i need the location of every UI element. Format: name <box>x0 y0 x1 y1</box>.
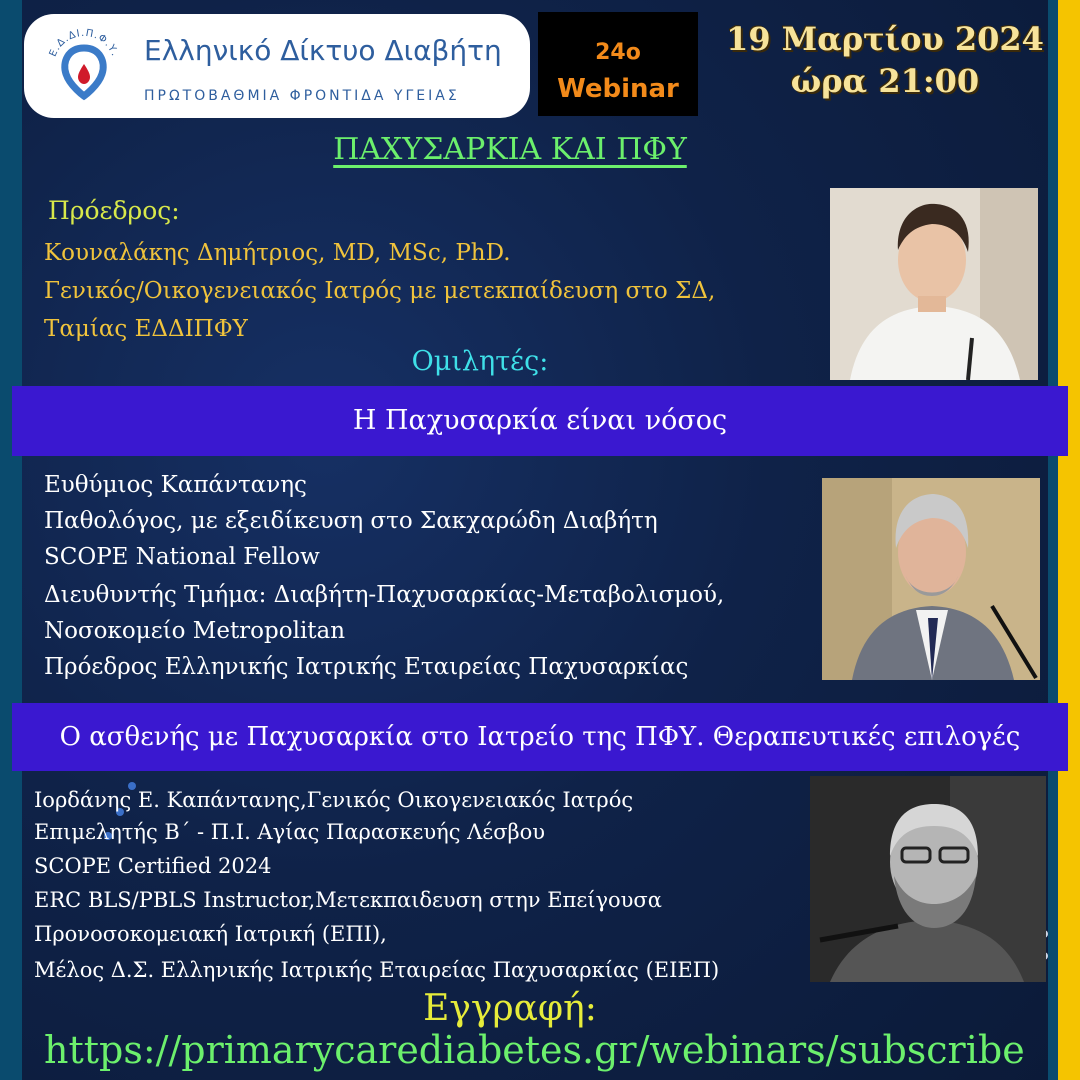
webinar-badge <box>538 12 698 116</box>
talk2-speaker-line: Προνοσοκομειακή Ιατρική (ΕΠΙ), <box>34 922 387 946</box>
organization-logo <box>24 14 530 118</box>
webinar-label: Webinar <box>557 74 679 104</box>
speaker1-photo <box>822 478 1040 680</box>
talk2-speaker-line: ERC BLS/PBLS Instructor,Μετεκπαιδευση στην Επείγουσα <box>34 888 662 912</box>
talk1-speaker-line: SCOPE National Fellow <box>44 544 320 570</box>
registration-link[interactable]: https://primarycarediabetes.gr/webinars/subscribe <box>44 1028 1025 1072</box>
talk1-speaker-line: Νοσοκομείο Metropolitan <box>44 618 346 644</box>
webinar-number: 24ο <box>595 40 641 65</box>
talk2-speaker-line: SCOPE Certified 2024 <box>34 854 272 878</box>
speakers-label: Ομιλητές: <box>411 346 549 377</box>
right-yellow-stripe <box>1056 0 1080 1080</box>
chair-line: Ταμίας ΕΔΔΙΠΦΥ <box>44 316 248 342</box>
logo-title: Ελληνικό Δίκτυο Διαβήτη <box>144 34 502 67</box>
network-logo-icon <box>42 24 126 108</box>
talk2-speaker-line: Επιμελητής Β΄ - Π.Ι. Αγίας Παρασκευής Λέσβου <box>34 820 546 844</box>
talk2-speaker-line: Μέλος Δ.Σ. Ελληνικής Ιατρικής Εταιρείας Παχυσαρκίας (ΕΙΕΠ) <box>34 958 720 982</box>
talk1-speaker-line: Πρόεδρος Ελληνικής Ιατρικής Εταιρείας Παχυσαρκίας <box>44 654 689 680</box>
talk2-title-banner: Ο ασθενής με Παχυσαρκία στο Ιατρείο της ΠΦΥ. Θεραπευτικές επιλογές <box>12 703 1068 771</box>
chair-line: Γενικός/Οικογενειακός Ιατρός με μετεκπαίδευση στο ΣΔ, <box>44 278 716 304</box>
chair-line: Κουναλάκης Δημήτριος, MD, MSc, PhD. <box>44 240 511 266</box>
page-title: ΠΑΧΥΣΑΡΚΙΑ ΚΑΙ ΠΦΥ <box>333 132 687 167</box>
event-time: ώρα 21:00 <box>790 62 980 100</box>
talk1-title-banner: Η Παχυσαρκία είναι νόσος <box>12 386 1068 456</box>
event-date: 19 Μαρτίου 2024 <box>726 20 1044 58</box>
talk1-speaker-line: Παθολόγος, με εξειδίκευση στο Σακχαρώδη Διαβήτη <box>44 508 658 534</box>
speaker2-photo <box>810 776 1046 982</box>
registration-label: Εγγραφή: <box>423 988 597 1029</box>
talk2-speaker-line: Ιορδάνης Ε. Καπάντανης,Γενικός Οικογενειακός Ιατρός <box>34 788 634 812</box>
talk1-speaker-line: Διευθυντής Τμήμα: Διαβήτη-Παχυσαρκίας-Μεταβολισμού, <box>44 582 725 608</box>
talk1-speaker-line: Ευθύμιος Καπάντανης <box>44 472 307 498</box>
right-border-stripe <box>1048 0 1058 1080</box>
logo-subtitle: ΠΡΩΤΟΒΑΘΜΙΑ ΦΡΟΝΤΙΔΑ ΥΓΕΙΑΣ <box>144 88 460 104</box>
chair-label: Πρόεδρος: <box>48 196 180 225</box>
svg-text:Ε.Δ.ΔΙ.Π.Φ.Υ.: Ε.Δ.ΔΙ.Π.Φ.Υ. <box>47 27 121 59</box>
